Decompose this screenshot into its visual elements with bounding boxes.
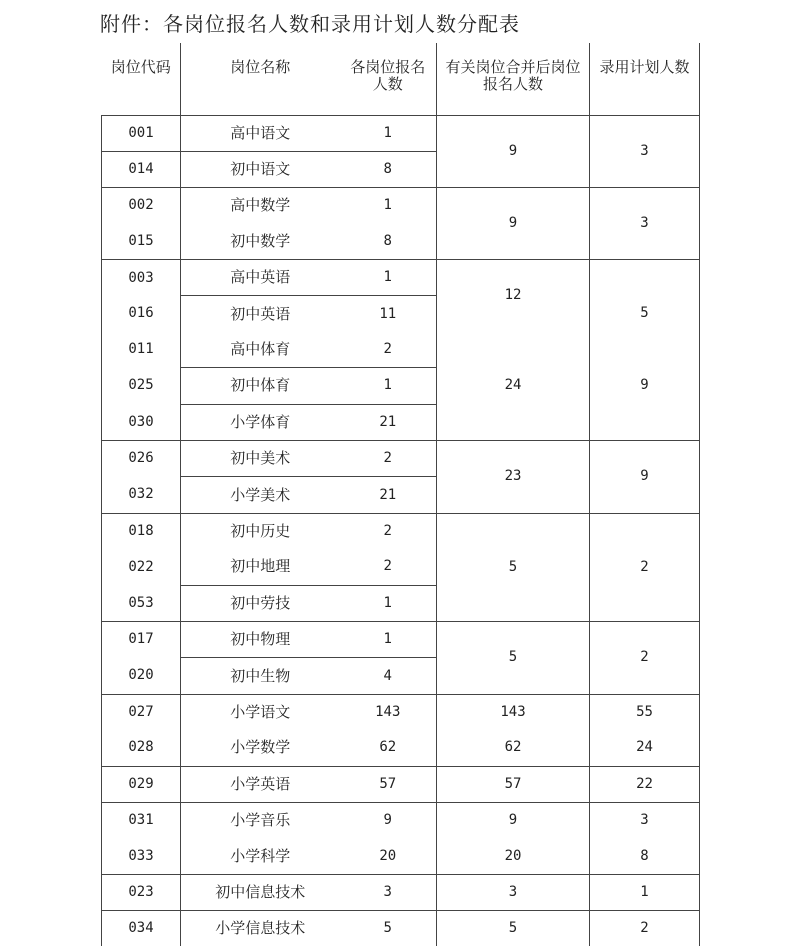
cell-code: 031 — [102, 802, 181, 838]
cell-name: 小学信息技术 — [215, 919, 306, 938]
cell-name: 初中劳技 — [181, 585, 340, 621]
cell-code: 015 — [102, 224, 181, 260]
table-row — [102, 766, 700, 802]
header-count-line2: 人数 — [372, 75, 403, 93]
cell-name: 初中生物 — [181, 658, 340, 694]
cell-name: 小学美术 — [181, 477, 340, 513]
cell-plan: 55 — [590, 694, 700, 730]
cell-code: 034 — [102, 911, 181, 946]
table-header-row — [102, 43, 700, 115]
header-name: 岗位名称 — [230, 58, 291, 76]
cell-count: 1 — [340, 115, 437, 151]
cell-count: 1 — [340, 260, 437, 296]
cell-count: 4 — [340, 658, 437, 694]
cell-merged: 5 — [437, 621, 590, 694]
table-row — [102, 115, 700, 151]
cell-count: 11 — [340, 296, 437, 332]
cell-code: 032 — [102, 477, 181, 513]
cell-plan: 8 — [590, 838, 700, 874]
cell-count: 2 — [340, 549, 437, 585]
cell-code: 030 — [102, 404, 181, 440]
cell-code: 023 — [102, 874, 181, 910]
cell-name: 小学科学 — [181, 838, 340, 874]
cell-code: 003 — [102, 260, 181, 296]
cell-plan: 3 — [590, 115, 700, 188]
cell-name: 高中体育 — [181, 332, 340, 368]
cell-code: 014 — [102, 151, 181, 187]
cell-count: 2 — [340, 332, 437, 368]
cell-count: 62 — [340, 730, 437, 766]
cell-name: 小学数学 — [181, 730, 340, 766]
table-row — [102, 694, 700, 730]
cell-count: 8 — [340, 151, 437, 187]
cell-merged: 20 — [437, 838, 590, 874]
header-merged-line1: 有关岗位合并后岗位 — [445, 58, 581, 76]
cell-name: 小学音乐 — [230, 811, 291, 830]
cell-name: 初中数学 — [230, 231, 291, 250]
cell-count: 9 — [340, 802, 437, 838]
cell-count: 5 — [340, 911, 437, 946]
cell-name: 高中数学 — [181, 188, 340, 224]
cell-count: 57 — [340, 766, 437, 802]
cell-plan: 9 — [590, 441, 700, 514]
table-row — [102, 368, 700, 404]
header-plan: 录用计划人数 — [590, 43, 700, 115]
header-merged-line2: 报名人数 — [482, 75, 543, 93]
cell-merged-spacer — [437, 332, 590, 368]
cell-name: 初中历史 — [230, 521, 291, 540]
cell-count: 3 — [340, 874, 437, 910]
allocation-table — [101, 43, 700, 946]
cell-merged: 23 — [437, 441, 590, 514]
cell-name: 小学语文 — [230, 702, 291, 721]
cell-name: 初中英语 — [230, 304, 291, 323]
cell-name: 高中英语 — [181, 260, 340, 296]
cell-code: 026 — [102, 441, 181, 477]
cell-code: 033 — [102, 838, 181, 874]
cell-plan: 2 — [590, 513, 700, 621]
cell-plan-spacer — [590, 404, 700, 440]
document-title: 附件：各岗位报名人数和录用计划人数分配表 — [100, 12, 520, 36]
table-row — [102, 730, 700, 766]
cell-merged: 9 — [437, 115, 590, 188]
cell-code: 002 — [102, 188, 181, 224]
cell-plan: 2 — [590, 621, 700, 694]
cell-plan: 9 — [590, 368, 700, 404]
cell-merged: 12 — [437, 260, 590, 332]
cell-name: 小学体育 — [181, 404, 340, 440]
cell-merged: 3 — [437, 874, 590, 910]
cell-code: 028 — [102, 730, 181, 766]
cell-code: 017 — [102, 621, 181, 657]
cell-name: 初中信息技术 — [181, 874, 340, 910]
cell-merged: 5 — [437, 513, 590, 621]
cell-code: 011 — [102, 332, 181, 368]
cell-name: 初中地理 — [181, 549, 340, 585]
cell-plan: 24 — [590, 730, 700, 766]
cell-name: 初中美术 — [181, 441, 340, 477]
table-row — [102, 513, 700, 549]
table-row — [102, 404, 700, 440]
table-row — [102, 911, 700, 946]
cell-name: 初中体育 — [181, 368, 340, 404]
cell-merged: 57 — [437, 766, 590, 802]
header-count — [340, 43, 437, 115]
cell-name: 高中语文 — [181, 115, 340, 151]
cell-code: 001 — [102, 115, 181, 151]
header-code: 岗位代码 — [102, 43, 181, 115]
cell-plan: 3 — [590, 802, 700, 838]
cell-plan: 22 — [590, 766, 700, 802]
cell-count: 1 — [340, 188, 437, 224]
cell-merged: 62 — [437, 730, 590, 766]
cell-count: 1 — [340, 368, 437, 404]
table-row — [102, 260, 700, 296]
allocation-table-container — [101, 43, 700, 946]
cell-count: 1 — [340, 621, 437, 657]
cell-count: 143 — [340, 694, 437, 730]
cell-code: 025 — [102, 368, 181, 404]
table-row — [102, 874, 700, 910]
cell-merged: 24 — [437, 368, 590, 404]
cell-code: 027 — [102, 694, 181, 730]
cell-count: 1 — [340, 585, 437, 621]
cell-count: 8 — [340, 224, 437, 260]
cell-count: 21 — [340, 404, 437, 440]
table-row — [102, 441, 700, 477]
cell-count: 2 — [340, 441, 437, 477]
table-row — [102, 838, 700, 874]
table-row — [102, 621, 700, 657]
cell-name: 初中语文 — [181, 151, 340, 187]
cell-merged: 9 — [437, 802, 590, 838]
cell-count: 2 — [340, 513, 437, 549]
cell-name: 小学英语 — [181, 766, 340, 802]
cell-code: 018 — [102, 513, 181, 549]
cell-plan: 5 — [590, 260, 700, 368]
cell-plan: 3 — [590, 188, 700, 260]
cell-merged: 143 — [437, 694, 590, 730]
cell-plan: 1 — [590, 874, 700, 910]
header-merged — [437, 43, 590, 115]
cell-merged: 5 — [437, 911, 590, 946]
cell-code: 053 — [102, 585, 181, 621]
cell-merged: 9 — [437, 188, 590, 260]
cell-merged-spacer — [437, 404, 590, 440]
cell-count: 20 — [340, 838, 437, 874]
cell-code: 022 — [102, 549, 181, 585]
table-row — [102, 802, 700, 838]
cell-count: 21 — [340, 477, 437, 513]
cell-code: 016 — [102, 296, 181, 332]
cell-name: 初中物理 — [181, 621, 340, 657]
header-count-line1: 各岗位报名 — [350, 58, 426, 76]
cell-plan: 2 — [590, 911, 700, 946]
cell-code: 020 — [102, 658, 181, 694]
cell-code: 029 — [102, 766, 181, 802]
table-row — [102, 188, 700, 224]
